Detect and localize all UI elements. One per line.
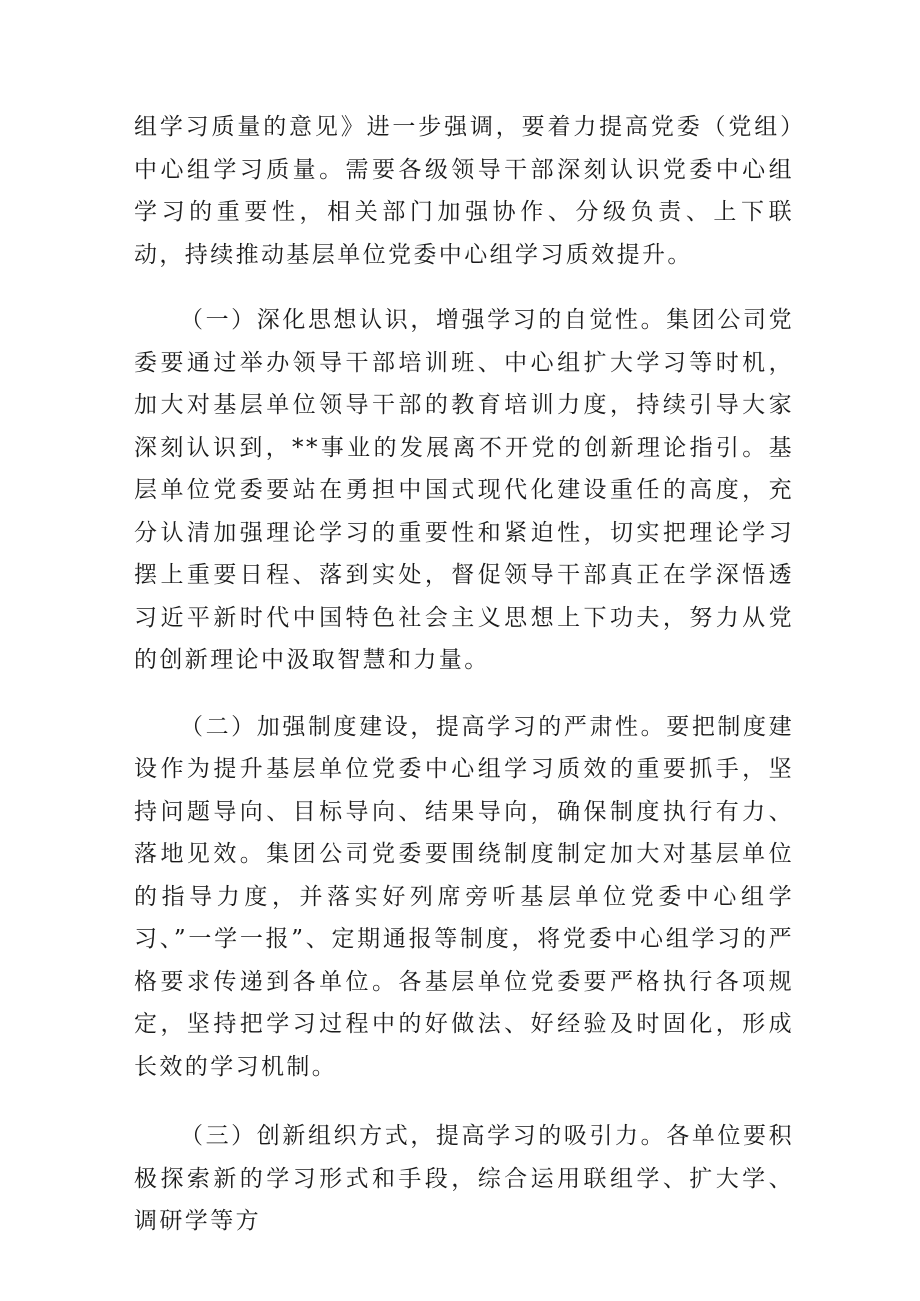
paragraph-section-1: （一）深化思想认识，增强学习的自觉性。集团公司党委要通过举办领导干部培训班、中心组扩大学习等时机，加大对基层单位领导干部的教育培训力度，持续引导大家深刻认识到，**事业的发展离不开党的创新理论指引。基层单位党委要站在勇担中国式现代化建设重任的高度，充分认清加强理论学习的重要性和紧迫性，切实把理论学习摆上重要日程、落到实处，督促领导干部真正在学深悟透习近平新时代中国特色社会主义思想上下功夫，努力从党的创新理论中汲取智慧和力量。 (134, 307, 794, 673)
document-body (134, 106, 794, 1243)
paragraph-section-3: （三）创新组织方式，提高学习的吸引力。各单位要积极探索新的学习形式和手段，综合运用联组学、扩大学、调研学等方 (134, 1123, 794, 1234)
paragraph-continuation: 组学习质量的意见》进一步强调，要着力提高党委（党组）中心组学习质量。需要各级领导干部深刻认识党委中心组学习的重要性，相关部门加强协作、分级负责、上下联动，持续推动基层单位党委中心组学习质效提升。 (134, 114, 794, 268)
paragraph-section-2: （二）加强制度建设，提高学习的严肃性。要把制度建设作为提升基层单位党委中心组学习质效的重要抓手，坚持问题导向、目标导向、结果导向，确保制度执行有力、落地见效。集团公司党委要围绕制度制定加大对基层单位的指导力度，并落实好列席旁听基层单位党委中心组学习、”一学一报”、定期通报等制度，将党委中心组学习的严格要求传递到各单位。各基层单位党委要严格执行各项规定，坚持把学习过程中的好做法、好经验及时固化，形成长效的学习机制。 (134, 713, 794, 1080)
